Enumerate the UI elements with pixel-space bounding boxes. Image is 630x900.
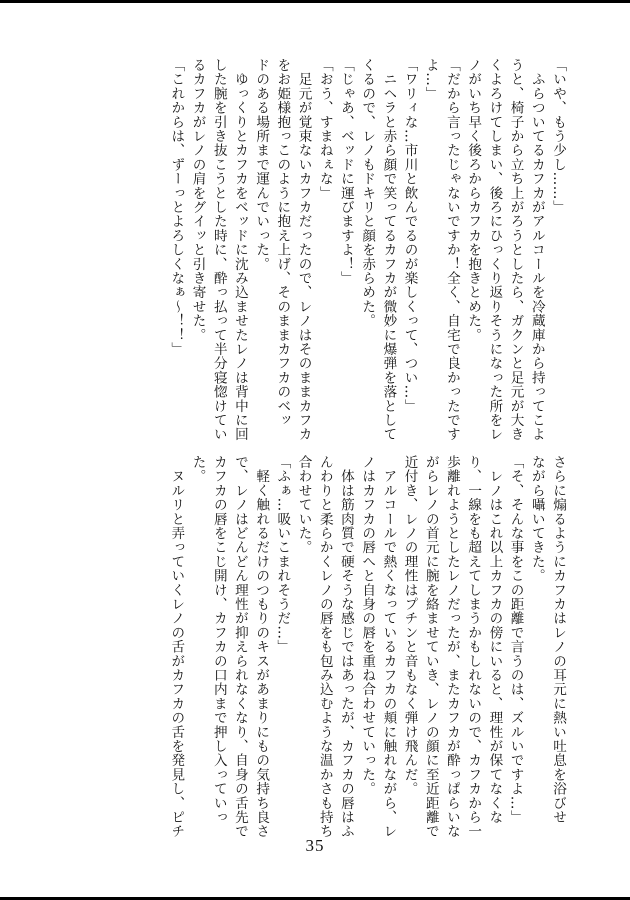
text-line: で、レノはどんどん理性が抑えられなくなり、自身の舌先で [231, 455, 248, 839]
text-line: ニヘラと赤ら顔で笑ってるカフカが微妙に爆弾を落として [380, 58, 397, 442]
text-line: カフカの唇をこじ開け、カフカの口内まで押し入っていっ [210, 455, 227, 825]
text-line: した腕を引き抜こうとした時に、酔っ払って半分寝惚けてい [210, 58, 227, 442]
text-line: ふらついてるカフカがアルコールを冷蔵庫から持ってこよ [528, 58, 545, 442]
text-line: ゆっくりとカフカをベッドに沈み込ませたレノは背中に回 [231, 58, 248, 442]
page-number: 35 [305, 836, 325, 855]
text-line: 「だから言ったじゃないですか！全く、自宅で良かったです [443, 58, 460, 442]
text-line: がらレノの首元に腕を絡ませていき、レノの顔に至近距離で [422, 455, 439, 839]
text-line: 「ワリィな…市川と飲んでるのが楽しくって、つい…」 [401, 58, 418, 413]
text-line: アルコールで熱くなっているカフカの頬に触れながら、レ [380, 455, 397, 839]
text-line: 「そ、そんな事をこの距離で言うのは、ズルいですよ…」 [507, 455, 524, 825]
text-line: ノはカフカの唇へと自身の唇を重ね合わせていった。 [359, 455, 376, 796]
text-line: 合わせていた。 [295, 455, 312, 555]
text-line: るカフカがレノの肩をグイッと引き寄せた。 [189, 58, 206, 342]
text-line: 「いや、もう少し……」 [550, 58, 566, 215]
top-border [0, 0, 630, 3]
text-line: くよろけてしまい、後ろにひっくり返りそうになった所をレ [486, 58, 503, 442]
text-line: よ…」 [422, 58, 439, 101]
text-line: 「これからは、ずーっとよろしくなぁ〜！！」 [168, 58, 185, 357]
text-line: くるので、レノもドキリと顔を赤らめた。 [359, 58, 376, 328]
text-line: り、一線をも超えてしまうかもしれないので、カフカから一 [465, 455, 482, 839]
text-line: 「ふぁ…吸いこまれそうだ…」 [274, 455, 291, 654]
text-line: 「おう、すまねぇな」 [316, 58, 333, 200]
text-line: た。 [189, 455, 206, 484]
upper-text-block [165, 58, 568, 463]
text-line: をお姫様抱っこのように抱え上げ、そのままカフカのベッ [274, 58, 291, 428]
text-line: うと、椅子から立ち上がろうとしたら、ガクンと足元が大き [507, 58, 524, 442]
text-line: レノはこれ以上カフカの傍にいると、理性が保てなくな [486, 455, 503, 825]
text-line: 軽く触れるだけのつもりのキスがあまりにもの気持ち良さ [253, 455, 270, 839]
text-line: 近付き、レノの理性はプチンと音もなく弾け飛んだ。 [401, 455, 418, 796]
text-line: 足元が覚束ないカフカだったので、レノはそのままカフカ [295, 58, 312, 442]
text-line: さらに煽るようにカフカはレノの耳元に熱い吐息を浴びせ [550, 455, 566, 825]
text-line: ながら囁いてきた。 [528, 455, 545, 583]
text-line: 「じゃあ、ベッドに運びますよ！」 [337, 58, 354, 286]
text-line: ヌルリと弄っていくレノの舌がカフカの舌を発見し、ピチ [168, 455, 185, 839]
text-line: ドのある場所まで運んでいった。 [253, 58, 270, 271]
text-line: んわりと柔らかくレノの唇をも包み込むような温かさも持ち [316, 455, 333, 839]
text-line: ノがいち早く後ろからカフカを抱きとめた。 [465, 58, 482, 342]
text-line: 体は筋肉質で硬そうな感じではあったが、カフカの唇はふ [337, 455, 354, 839]
text-line: 歩離れようとしたレノだったが、またカフカが酔っぱらいな [443, 455, 460, 839]
lower-text-block [165, 455, 568, 860]
